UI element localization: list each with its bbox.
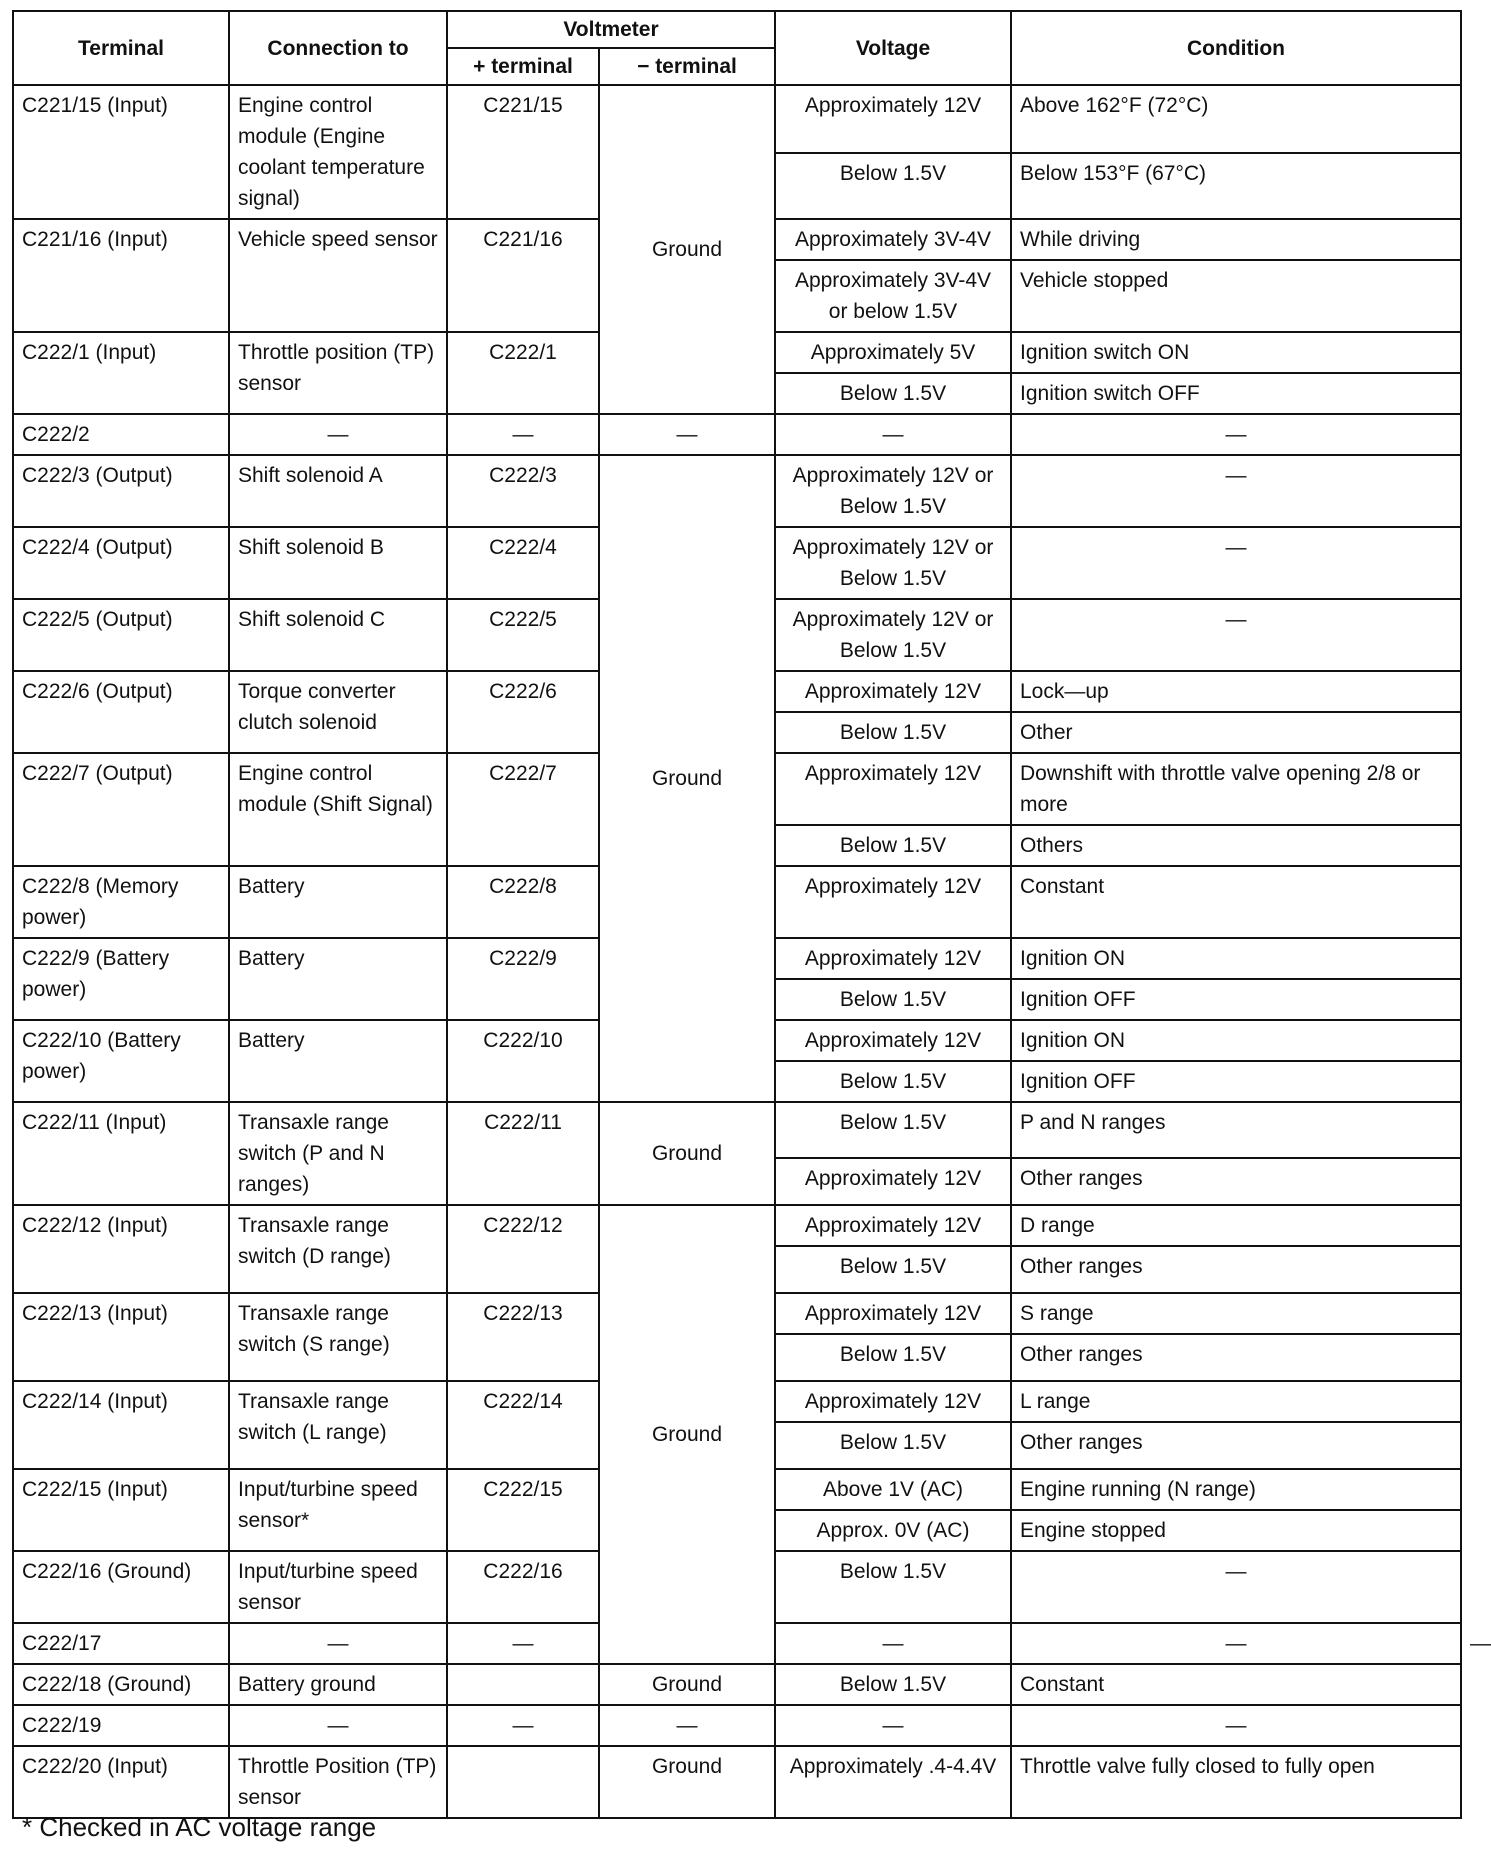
connection-cell: Shift solenoid A — [229, 455, 447, 527]
table-row — [13, 1746, 1461, 1818]
plus-terminal-cell: C222/15 — [447, 1469, 599, 1551]
connection-cell: Transaxle range switch (S range) — [229, 1293, 447, 1381]
condition-cell: While driving — [1011, 219, 1461, 260]
condition-cell: Other ranges — [1011, 1422, 1461, 1469]
connection-cell: — — [229, 1705, 447, 1746]
voltage-cell: Below 1.5V — [775, 1551, 1011, 1623]
voltage-cell: Approximately 3V-4V — [775, 219, 1011, 260]
minus-terminal-ground-cell: Ground — [599, 455, 775, 1102]
header-terminal: Terminal — [13, 11, 229, 85]
voltage-cell: Approximately 12V — [775, 938, 1011, 979]
condition-cell: Ignition ON — [1011, 1020, 1461, 1061]
condition-cell: L range — [1011, 1381, 1461, 1422]
plus-terminal-cell: C222/7 — [447, 753, 599, 866]
condition-cell: Ignition switch ON — [1011, 332, 1461, 373]
plus-terminal-cell: C222/8 — [447, 866, 599, 938]
terminal-cell: C222/5 (Output) — [13, 599, 229, 671]
voltage-cell: Approximately 12V — [775, 1205, 1011, 1246]
condition-cell: Throttle valve fully closed to fully open — [1011, 1746, 1461, 1818]
condition-cell: Other ranges — [1011, 1158, 1461, 1205]
terminal-cell: C222/2 — [13, 414, 229, 455]
table-row — [13, 85, 1461, 153]
voltage-cell: Below 1.5V — [775, 1334, 1011, 1381]
terminal-cell: C222/3 (Output) — [13, 455, 229, 527]
terminal-cell: C222/1 (Input) — [13, 332, 229, 414]
voltage-cell: Approximately 12V or Below 1.5V — [775, 455, 1011, 527]
connection-cell: Shift solenoid B — [229, 527, 447, 599]
minus-terminal-cell: Ground — [599, 1746, 775, 1818]
plus-terminal-cell: C222/4 — [447, 527, 599, 599]
voltage-cell: Below 1.5V — [775, 1102, 1011, 1158]
terminal-cell: C222/16 (Ground) — [13, 1551, 229, 1623]
condition-cell: Lock—up — [1011, 671, 1461, 712]
plus-terminal-cell — [447, 1746, 599, 1818]
condition-cell: Downshift with throttle valve opening 2/8 or more — [1011, 753, 1461, 825]
connection-cell: Input/turbine speed sensor — [229, 1551, 447, 1623]
voltage-cell: Below 1.5V — [775, 373, 1011, 414]
voltage-cell: Below 1.5V — [775, 825, 1011, 866]
plus-terminal-cell: C222/5 — [447, 599, 599, 671]
connection-cell: Torque converter clutch solenoid — [229, 671, 447, 753]
terminal-cell: C222/13 (Input) — [13, 1293, 229, 1381]
minus-terminal-cell: — — [599, 1705, 775, 1746]
terminal-cell: C222/11 (Input) — [13, 1102, 229, 1205]
voltage-cell: — — [775, 1705, 1011, 1746]
voltage-cell: Below 1.5V — [775, 712, 1011, 753]
voltage-cell: — — [1011, 1623, 1461, 1664]
plus-terminal-cell: C222/9 — [447, 938, 599, 1020]
condition-cell: — — [1011, 1705, 1461, 1746]
plus-terminal-cell: C222/12 — [447, 1205, 599, 1293]
condition-cell: Ignition OFF — [1011, 1061, 1461, 1102]
connection-cell: Throttle position (TP) sensor — [229, 332, 447, 414]
condition-cell: Ignition switch OFF — [1011, 373, 1461, 414]
plus-terminal-cell: C222/3 — [447, 455, 599, 527]
condition-cell: Other ranges — [1011, 1246, 1461, 1293]
voltage-cell: Below 1.5V — [775, 979, 1011, 1020]
plus-terminal-cell: C221/15 — [447, 85, 599, 219]
connection-cell: Battery — [229, 1020, 447, 1102]
terminal-cell: C221/16 (Input) — [13, 219, 229, 332]
voltage-cell: Approximately 12V — [775, 1293, 1011, 1334]
voltage-cell: Approximately 12V or Below 1.5V — [775, 599, 1011, 671]
condition-cell: Above 162°F (72°C) — [1011, 85, 1461, 153]
header-connection: Connection to — [229, 11, 447, 85]
table-row — [13, 1205, 1461, 1246]
terminal-voltage-table — [12, 10, 1491, 1819]
plus-terminal-cell: — — [447, 1623, 599, 1664]
plus-terminal-cell: C222/6 — [447, 671, 599, 753]
table-row: C222/17 — — — — — — [13, 1623, 1461, 1664]
terminal-cell: C222/9 (Battery power) — [13, 938, 229, 1020]
condition-cell: Engine running (N range) — [1011, 1469, 1461, 1510]
header-row-1 — [13, 11, 1461, 48]
header-plus-terminal: + terminal — [447, 48, 599, 85]
plus-terminal-cell: C222/13 — [447, 1293, 599, 1381]
connection-cell: Transaxle range switch (D range) — [229, 1205, 447, 1293]
header-voltmeter: Voltmeter — [447, 11, 775, 48]
condition-cell: S range — [1011, 1293, 1461, 1334]
terminal-cell: C222/14 (Input) — [13, 1381, 229, 1469]
voltage-cell: Approximately 12V — [775, 753, 1011, 825]
plus-terminal-cell: C221/16 — [447, 219, 599, 332]
connection-cell: — — [229, 414, 447, 455]
condition-cell: Below 153°F (67°C) — [1011, 153, 1461, 219]
voltage-cell: Above 1V (AC) — [775, 1469, 1011, 1510]
condition-cell: D range — [1011, 1205, 1461, 1246]
connection-cell: Battery — [229, 938, 447, 1020]
voltage-cell: Below 1.5V — [775, 153, 1011, 219]
header-voltage: Voltage — [775, 11, 1011, 85]
condition-cell: — — [1011, 599, 1461, 671]
condition-cell: Others — [1011, 825, 1461, 866]
condition-cell: — — [1011, 414, 1461, 455]
voltage-cell: Approximately 12V — [775, 866, 1011, 938]
header-condition: Condition — [1011, 11, 1461, 85]
terminal-cell: C222/18 (Ground) — [13, 1664, 229, 1705]
terminal-cell: C222/7 (Output) — [13, 753, 229, 866]
voltage-cell: Approximately 3V-4V or below 1.5V — [775, 260, 1011, 332]
minus-terminal-cell: Ground — [599, 1664, 775, 1705]
terminal-cell: C222/20 (Input) — [13, 1746, 229, 1818]
condition-cell: Constant — [1011, 1664, 1461, 1705]
plus-terminal-cell — [447, 1664, 599, 1705]
voltage-cell: Below 1.5V — [775, 1422, 1011, 1469]
condition-cell: Engine stopped — [1011, 1510, 1461, 1551]
header-minus-terminal: − terminal — [599, 48, 775, 85]
plus-terminal-cell: — — [447, 1705, 599, 1746]
condition-cell: Other ranges — [1011, 1334, 1461, 1381]
voltage-cell: Approximately 12V — [775, 671, 1011, 712]
plus-terminal-cell: — — [447, 414, 599, 455]
minus-terminal-cell: — — [775, 1623, 1011, 1664]
table-row — [13, 1705, 1461, 1746]
table-row — [13, 455, 1461, 527]
footnote: * Checked in AC voltage range — [22, 1812, 377, 1842]
terminal-cell: C222/6 (Output) — [13, 671, 229, 753]
voltage-cell: Below 1.5V — [775, 1664, 1011, 1705]
voltage-cell: Approximately .4-4.4V — [775, 1746, 1011, 1818]
voltage-cell: Below 1.5V — [775, 1061, 1011, 1102]
terminal-cell: C222/15 (Input) — [13, 1469, 229, 1551]
condition-cell: P and N ranges — [1011, 1102, 1461, 1158]
connection-cell: Input/turbine speed sensor* — [229, 1469, 447, 1551]
condition-cell: Constant — [1011, 866, 1461, 938]
condition-cell: — — [1011, 1551, 1461, 1623]
condition-cell: — — [1011, 527, 1461, 599]
condition-cell: Ignition OFF — [1011, 979, 1461, 1020]
minus-terminal-ground-cell: Ground — [599, 85, 775, 414]
connection-cell: Engine control module (Shift Signal) — [229, 753, 447, 866]
plus-terminal-cell: C222/11 — [447, 1102, 599, 1205]
terminal-cell: C222/17 — [13, 1623, 229, 1664]
voltage-cell: Approximately 12V or Below 1.5V — [775, 527, 1011, 599]
minus-terminal-cell: — — [599, 414, 775, 455]
terminal-cell: C222/19 — [13, 1705, 229, 1746]
terminal-cell: C222/4 (Output) — [13, 527, 229, 599]
terminal-cell: C221/15 (Input) — [13, 85, 229, 219]
connection-cell: Transaxle range switch (L range) — [229, 1381, 447, 1469]
plus-terminal-cell: C222/10 — [447, 1020, 599, 1102]
table-row — [13, 414, 1461, 455]
condition-cell: Other — [1011, 712, 1461, 753]
connection-cell: Throttle Position (TP) sensor — [229, 1746, 447, 1818]
connection-cell: — — [229, 1623, 447, 1664]
minus-terminal-ground-cell: Ground — [599, 1205, 775, 1664]
terminal-voltage-table-container — [12, 10, 1491, 1819]
minus-terminal-ground-cell: Ground — [599, 1102, 775, 1205]
voltage-cell: Approximately 12V — [775, 1020, 1011, 1061]
voltage-cell: Below 1.5V — [775, 1246, 1011, 1293]
condition-cell: Ignition ON — [1011, 938, 1461, 979]
plus-terminal-cell: C222/14 — [447, 1381, 599, 1469]
terminal-cell: C222/8 (Memory power) — [13, 866, 229, 938]
voltage-cell: Approx. 0V (AC) — [775, 1510, 1011, 1551]
voltage-cell: Approximately 12V — [775, 85, 1011, 153]
condition-cell: — — [1011, 455, 1461, 527]
connection-cell: Transaxle range switch (P and N ranges) — [229, 1102, 447, 1205]
voltage-cell: Approximately 12V — [775, 1158, 1011, 1205]
table-row — [13, 1102, 1461, 1158]
plus-terminal-cell: C222/16 — [447, 1551, 599, 1623]
terminal-cell: C222/10 (Battery power) — [13, 1020, 229, 1102]
plus-terminal-cell: C222/1 — [447, 332, 599, 414]
voltage-cell: Approximately 5V — [775, 332, 1011, 373]
connection-cell: Battery — [229, 866, 447, 938]
table-row — [13, 1664, 1461, 1705]
connection-cell: Shift solenoid C — [229, 599, 447, 671]
connection-cell: Battery ground — [229, 1664, 447, 1705]
condition-cell: Vehicle stopped — [1011, 260, 1461, 332]
connection-cell: Vehicle speed sensor — [229, 219, 447, 332]
voltage-cell: — — [775, 414, 1011, 455]
terminal-cell: C222/12 (Input) — [13, 1205, 229, 1293]
voltage-cell: Approximately 12V — [775, 1381, 1011, 1422]
connection-cell: Engine control module (Engine coolant temperature signal) — [229, 85, 447, 219]
